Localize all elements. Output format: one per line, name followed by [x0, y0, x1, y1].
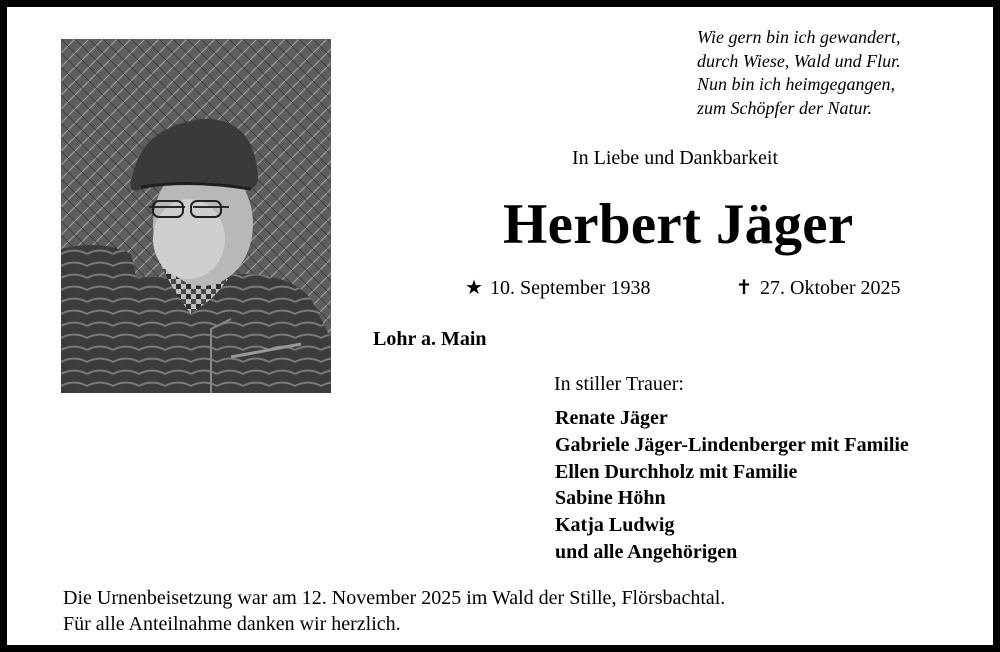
poem	[697, 26, 901, 120]
poem-line: Nun bin ich heimgegangen,	[697, 74, 895, 94]
poem-line: zum Schöpfer der Natur.	[697, 97, 872, 118]
mourner-name: Katja Ludwig	[555, 514, 675, 537]
mourner-name: Gabriele Jäger-Lindenberger mit Familie	[555, 433, 909, 456]
birth-date	[463, 275, 651, 300]
footer-text	[63, 585, 725, 637]
death-date-text: 27. Oktober 2025	[760, 277, 901, 299]
death-date	[733, 275, 901, 300]
birth-date-text: 10. September 1938	[490, 277, 651, 299]
mourners-list	[555, 405, 909, 566]
mourning-label: In stiller Trauer:	[554, 373, 684, 395]
portrait-photo	[61, 39, 331, 393]
poem-line: durch Wiese, Wald und Flur.	[697, 50, 901, 71]
mourner-name: Ellen Durchholz mit Familie	[555, 460, 798, 483]
mourner-name: und alle Angehörigen	[555, 540, 738, 563]
intro-text: In Liebe und Dankbarkeit	[572, 147, 779, 169]
poem-line: Wie gern bin ich gewandert,	[697, 27, 901, 47]
thanks-text: Für alle Anteilnahme danken wir herzlich.	[63, 613, 401, 635]
star-icon: ★	[465, 277, 483, 299]
mourner-name: Renate Jäger	[555, 407, 668, 429]
deceased-name: Herbert Jäger	[503, 193, 854, 256]
place: Lohr a. Main	[373, 328, 487, 350]
mourner-name: Sabine Höhn	[555, 487, 666, 510]
cross-icon: ✝	[735, 277, 753, 299]
burial-info: Die Urnenbeisetzung war am 12. November 2025 im Wald der Stille, Flörsbachtal.	[63, 587, 726, 609]
